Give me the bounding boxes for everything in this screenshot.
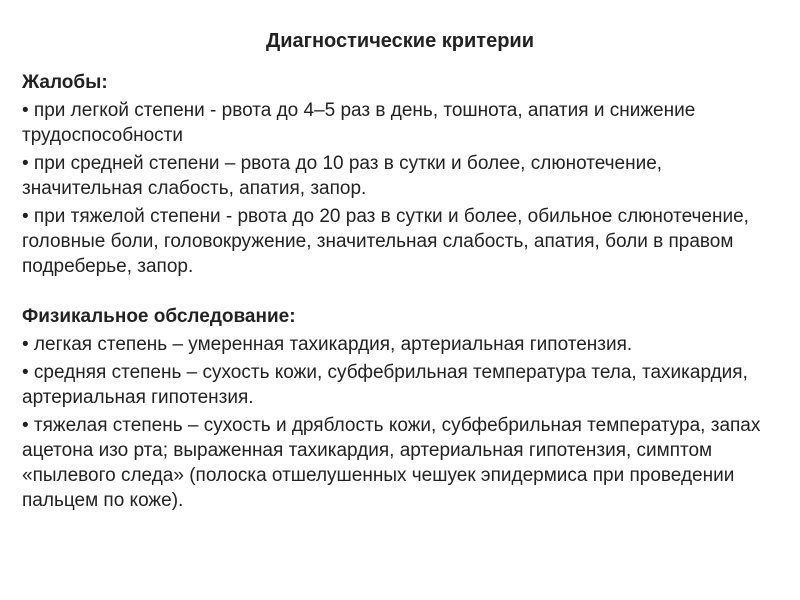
- section-complaints: [22, 70, 762, 279]
- section-spacer: [22, 282, 762, 304]
- section-heading: Жалобы:: [22, 72, 108, 93]
- list-item: • при средней степени – рвота до 10 раз в сутки и более, слюнотечение, значительная слабость, апатия, запор.: [22, 153, 663, 199]
- list-item: • при легкой степени - рвота до 4–5 раз в день, тошнота, апатия и снижение трудоспособности: [22, 100, 696, 146]
- list-item: • тяжелая степень – сухость и дряблость кожи, субфебрильная температура, запах ацетона изо рта; выраженная тахикардия, артериальная гипотензия, симптом «пылевого следа» (полоска отшелушенных чешуек эпидермиса при проведении пальцем по коже).: [22, 415, 761, 511]
- list-item: • легкая степень – умеренная тахикардия, артериальная гипотензия.: [22, 334, 633, 355]
- content: [22, 70, 762, 516]
- list-item: • средняя степень – сухость кожи, субфебрильная температура тела, тахикардия, артериальная гипотензия.: [22, 362, 748, 408]
- page-title: Диагностические критерии: [265, 30, 535, 52]
- list-item: • при тяжелой степени - рвота до 20 раз в сутки и более, обильное слюнотечение, головные боли, головокружение, значительная слабость, апатия, боли в правом подреберье, запор.: [22, 206, 749, 277]
- section-heading: Физикальное обследование:: [22, 306, 296, 327]
- section-physical-exam: [22, 304, 762, 513]
